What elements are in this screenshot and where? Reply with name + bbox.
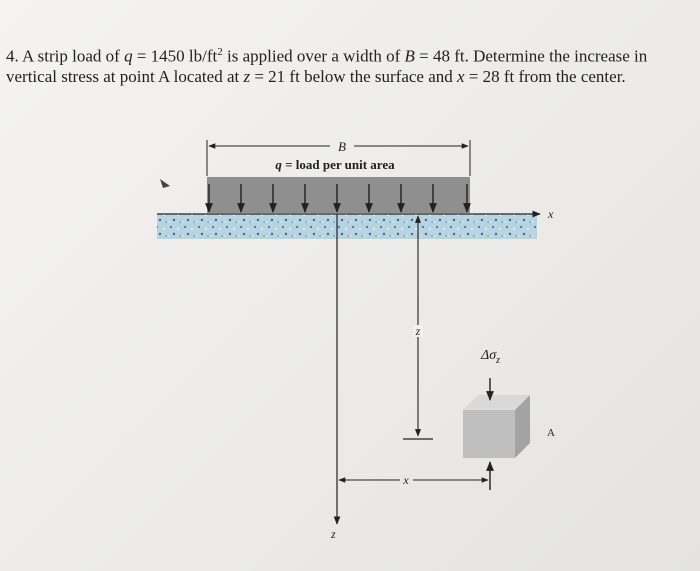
B-symbol: B [404, 46, 415, 66]
problem-text-5: = 21 ft below the surface and [250, 66, 457, 86]
stress-label: $\Delta\sigma_z$ [481, 348, 501, 366]
pointer-mark [160, 179, 170, 188]
depth-dimension [403, 216, 433, 439]
z-axis-label: z [331, 527, 336, 541]
point-A-label: A [547, 427, 555, 439]
problem-text-2: = 1450 lb/ft [132, 46, 218, 66]
offset-dimension [339, 462, 490, 490]
stress-element [463, 378, 530, 458]
offset-label: x [403, 473, 409, 487]
problem-text-3: is applied over a width of [222, 46, 405, 66]
exponent: 2 [217, 46, 223, 58]
problem-text-4: = 48 ft. Determine the increase in vertical stress at point A located at [6, 46, 648, 86]
x-symbol: x [457, 66, 465, 86]
load-label: q = load per unit area [275, 157, 395, 172]
width-label: B [338, 139, 346, 154]
problem-text-1: 4. A strip load of [6, 46, 125, 66]
strip-load-block [207, 177, 470, 213]
problem-text-6: = 28 ft from the center. [464, 66, 626, 86]
q-symbol: q [124, 46, 133, 66]
x-axis-label: x [548, 207, 554, 221]
soil-surface [157, 214, 537, 239]
depth-label: z [415, 324, 421, 338]
z-symbol: z [243, 66, 251, 86]
